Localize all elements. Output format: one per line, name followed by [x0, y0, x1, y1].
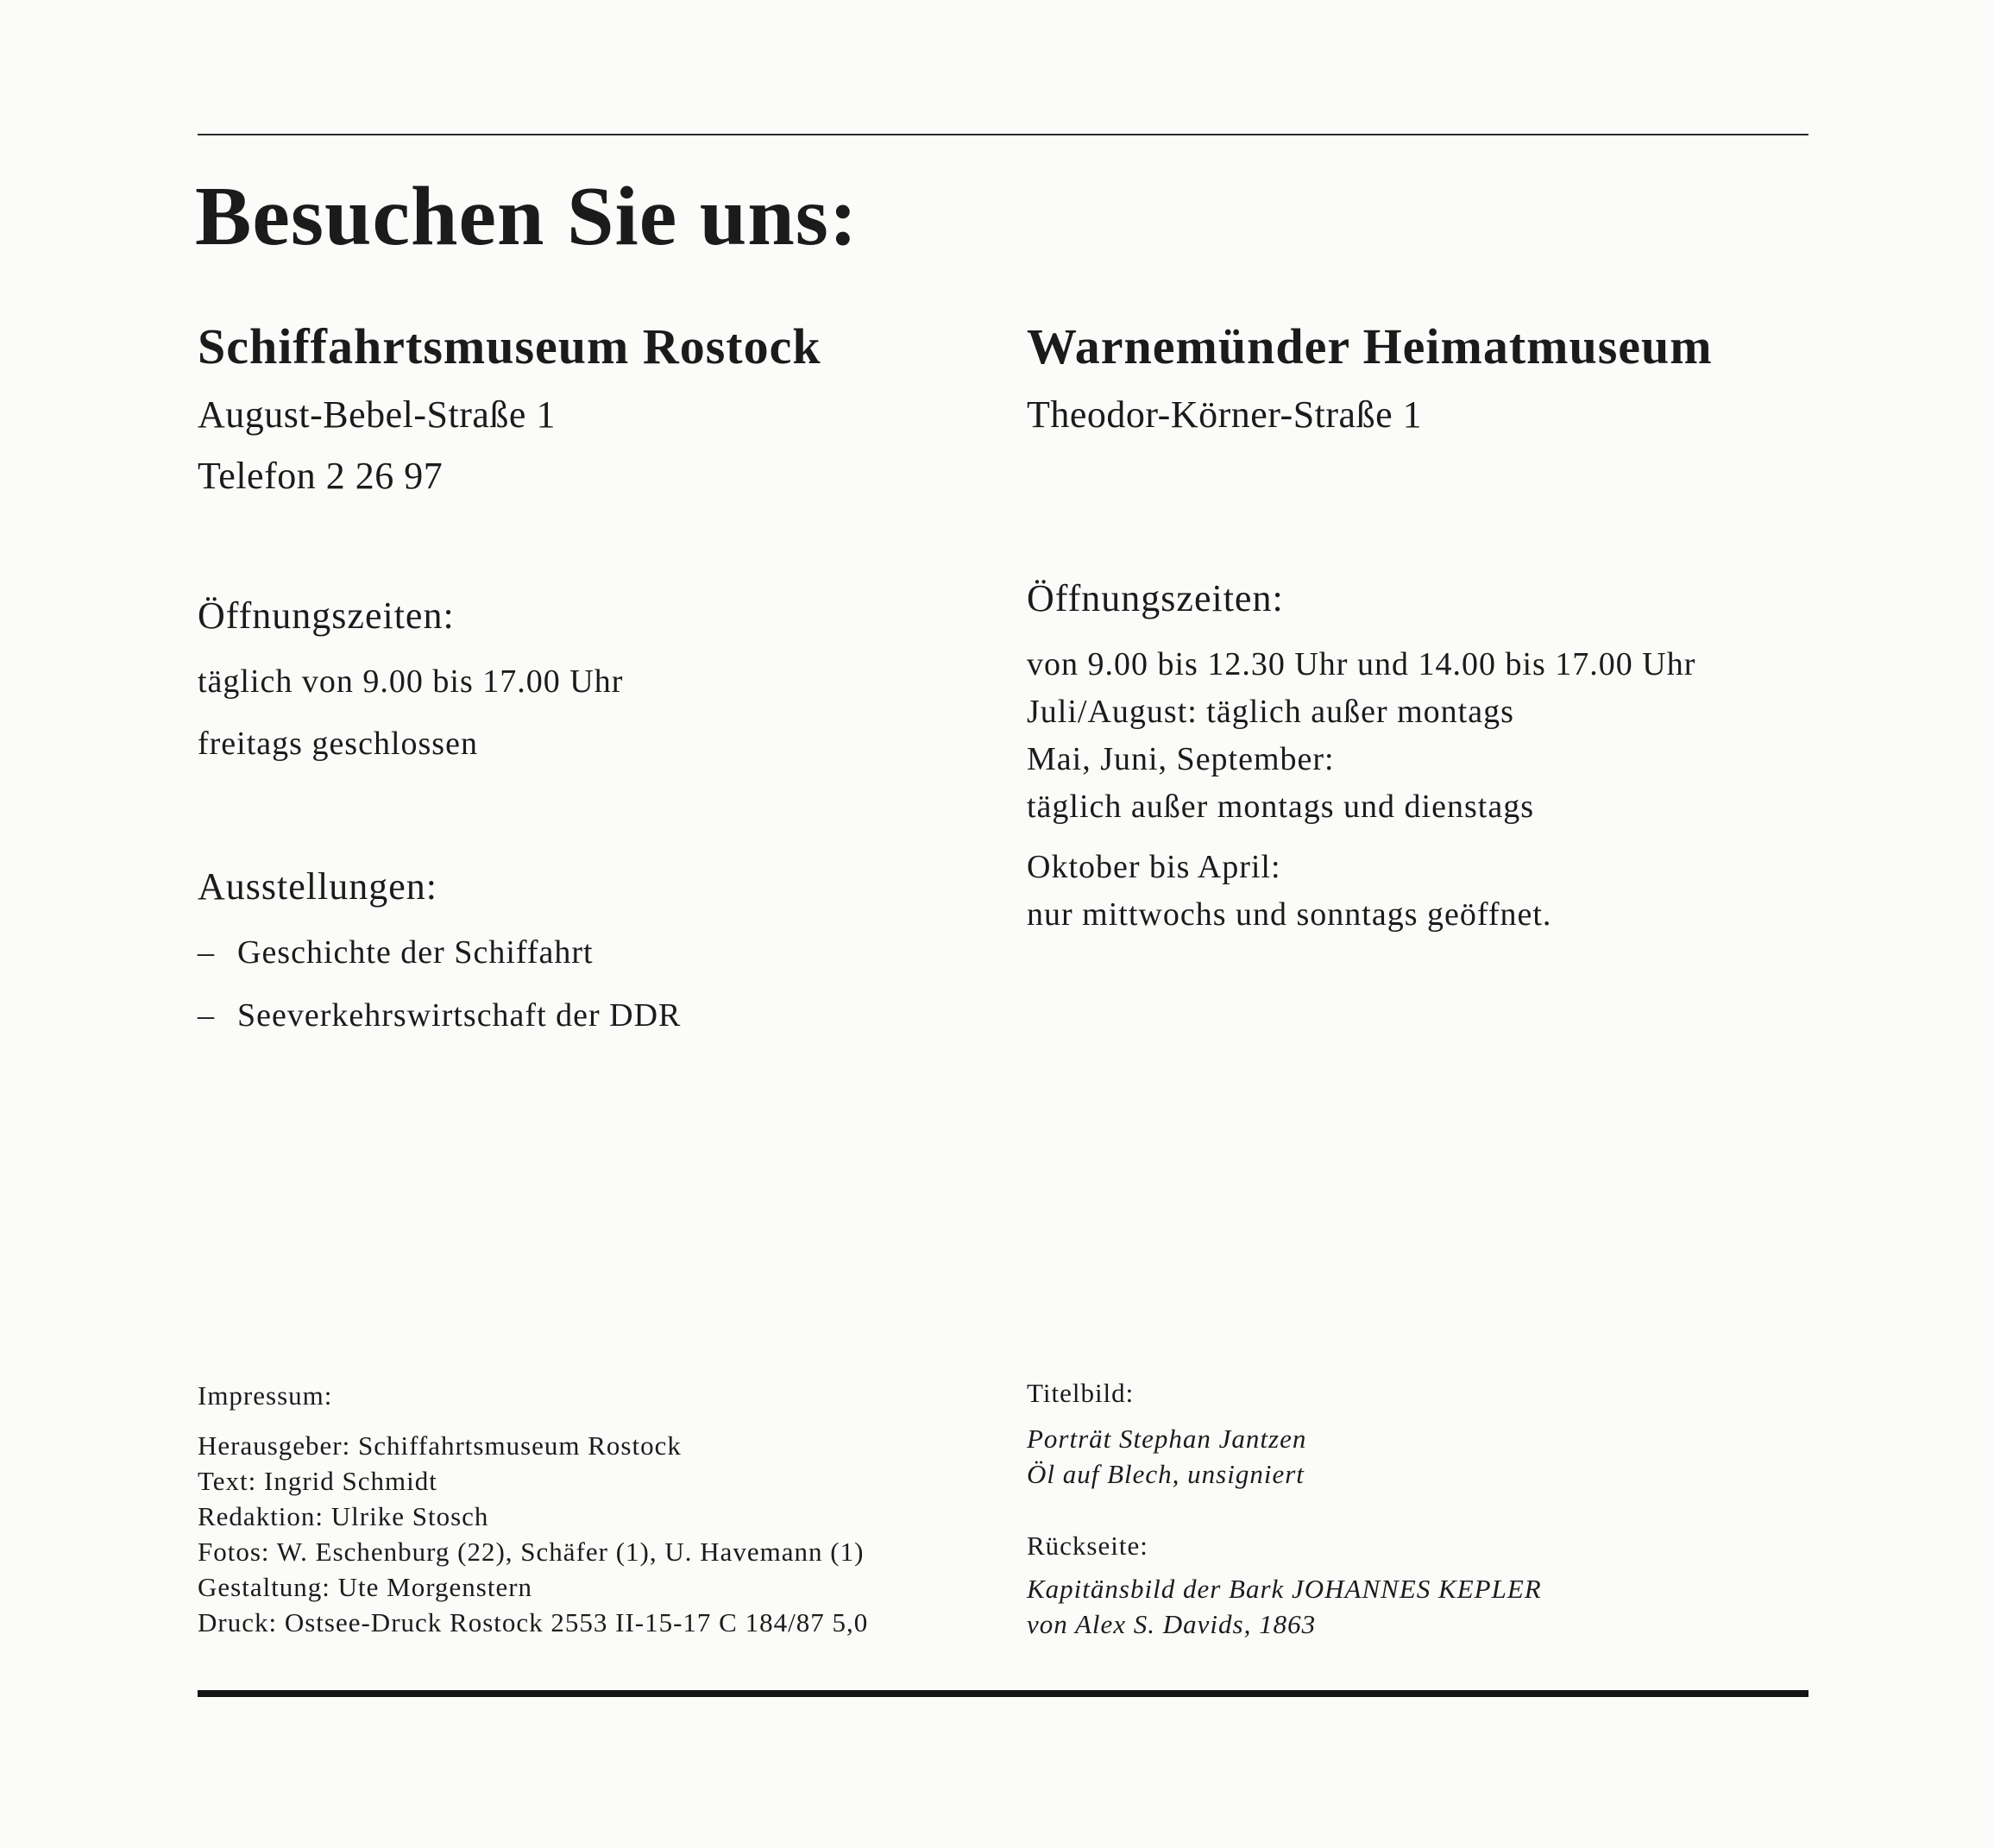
cover-image-label: Titelbild:	[1027, 1378, 1135, 1408]
address-rostock: August-Bebel-Straße 1	[198, 393, 556, 436]
hours-line: nur mittwochs und sonntags geöffnet.	[1027, 896, 1552, 933]
page-heading: Besuchen Sie uns:	[195, 170, 859, 263]
back-cover-line: Kapitänsbild der Bark JOHANNES KEPLER	[1027, 1574, 1542, 1604]
phone-rostock: Telefon 2 26 97	[198, 455, 443, 497]
hours-line: täglich außer montags und dienstags	[1027, 789, 1534, 825]
bottom-rule	[198, 1690, 1808, 1697]
impressum-line: Gestaltung: Ute Morgenstern	[198, 1572, 533, 1602]
hours-line: freitags geschlossen	[198, 726, 478, 762]
impressum-line: Druck: Ostsee-Druck Rostock 2553 II-15-17 C 184/87 5,0	[198, 1607, 869, 1637]
impressum-line: Text: Ingrid Schmidt	[198, 1466, 437, 1496]
impressum-label: Impressum:	[198, 1380, 333, 1411]
hours-line: täglich von 9.00 bis 17.00 Uhr	[198, 663, 624, 700]
museum-name-warnemuende: Warnemünder Heimatmuseum	[1027, 318, 1713, 374]
exhibition-text: Seeverkehrswirtschaft der DDR	[237, 997, 682, 1034]
hours-line: Oktober bis April:	[1027, 849, 1281, 885]
exhibition-item	[198, 933, 594, 971]
impressum-line: Fotos: W. Eschenburg (22), Schäfer (1), U. Havemann (1)	[198, 1537, 865, 1567]
hours-line: Juli/August: täglich außer montags	[1027, 694, 1514, 730]
back-cover-label: Rückseite:	[1027, 1531, 1148, 1561]
hours-label-rostock: Öffnungszeiten:	[198, 594, 455, 637]
impressum-line: Redaktion: Ulrike Stosch	[198, 1501, 489, 1531]
back-cover-line: von Alex S. Davids, 1863	[1027, 1609, 1317, 1639]
top-rule	[198, 134, 1808, 135]
exhibitions-label: Ausstellungen:	[198, 865, 437, 908]
cover-image-line: Porträt Stephan Jantzen	[1027, 1424, 1307, 1454]
list-dash: –	[198, 997, 215, 1034]
exhibition-item	[198, 996, 681, 1034]
address-warnemuende: Theodor-Körner-Straße 1	[1027, 393, 1423, 436]
museum-name-rostock: Schiffahrtsmuseum Rostock	[198, 318, 821, 374]
cover-image-line: Öl auf Blech, unsigniert	[1027, 1459, 1305, 1489]
hours-label-warnemuende: Öffnungszeiten:	[1027, 577, 1284, 619]
hours-line: von 9.00 bis 12.30 Uhr und 14.00 bis 17.00 Uhr	[1027, 646, 1696, 682]
hours-line: Mai, Juni, September:	[1027, 741, 1335, 777]
list-dash: –	[198, 934, 215, 971]
exhibition-text: Geschichte der Schiffahrt	[237, 934, 594, 971]
impressum-line: Herausgeber: Schiffahrtsmuseum Rostock	[198, 1430, 682, 1461]
